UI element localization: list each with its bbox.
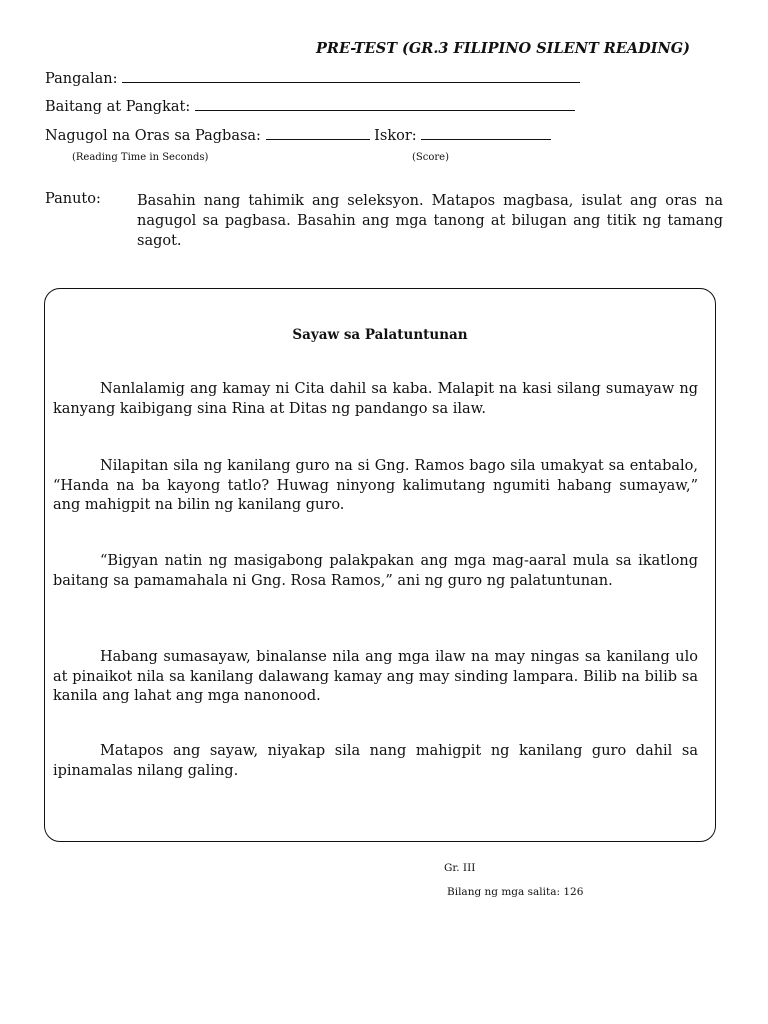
reading-time-field[interactable]	[45, 125, 551, 144]
reading-time-blank[interactable]	[266, 125, 370, 140]
reading-time-hint: (Reading Time in Seconds)	[72, 152, 209, 163]
name-blank[interactable]	[122, 68, 580, 83]
reading-passage-box	[44, 288, 716, 842]
passage-paragraph: Nilapitan sila ng kanilang guro na si Gng. Ramos bago sila umakyat sa entabalo, “Handa na ba kayong tatlo? Huwag ninyong kalimutang ngumiti habang sumayaw,” ang mahigpit na bilin ng kanilang guro.	[53, 458, 698, 513]
passage-paragraph: Nanlalamig ang kamay ni Cita dahil sa kaba. Malapit na kasi silang sumayaw ng kanyang kaibigang sina Rina at Ditas ng pandango sa ilaw.	[53, 381, 698, 417]
score-hint: (Score)	[412, 152, 449, 163]
directions-text: Basahin nang tahimik ang seleksyon. Matapos magbasa, isulat ang oras na nagugol sa pagbasa. Basahin ang mga tanong at bilugan ang titik ng tamang sagot.	[137, 193, 723, 249]
score-blank[interactable]	[421, 125, 551, 140]
passage-paragraph: Matapos ang sayaw, niyakap sila nang mahigpit ng kanilang guro dahil sa ipinamalas nilang galing.	[53, 743, 698, 779]
name-label: Pangalan:	[45, 71, 118, 87]
passage-title: Sayaw sa Palatuntunan	[292, 327, 468, 343]
name-field[interactable]	[45, 68, 580, 87]
test-title: PRE-TEST (GR.3 FILIPINO SILENT READING)	[316, 40, 690, 57]
grade-section-blank[interactable]	[195, 96, 575, 111]
grade-section-label: Baitang at Pangkat:	[45, 99, 191, 115]
score-label: Iskor:	[374, 128, 417, 144]
passage-paragraph: “Bigyan natin ng masigabong palakpakan ang mga mag-aaral mula sa ikatlong baitang sa pamamahala ni Gng. Rosa Ramos,” ani ng guro ng palatuntunan.	[53, 553, 698, 589]
passage-paragraph: Habang sumasayaw, binalanse nila ang mga ilaw na may ningas sa kanilang ulo at pinaikot nila sa kanilang dalawang kamay ang may sinding lampara. Bilib na bilib sa kanila ang lahat ang mga nanonood.	[53, 649, 698, 704]
reading-time-label: Nagugol na Oras sa Pagbasa:	[45, 128, 261, 144]
directions-label: Panuto:	[45, 191, 101, 207]
grade-note: Gr. III	[444, 862, 476, 874]
word-count-note: Bilang ng mga salita: 126	[447, 886, 584, 898]
grade-section-field[interactable]	[45, 96, 575, 115]
